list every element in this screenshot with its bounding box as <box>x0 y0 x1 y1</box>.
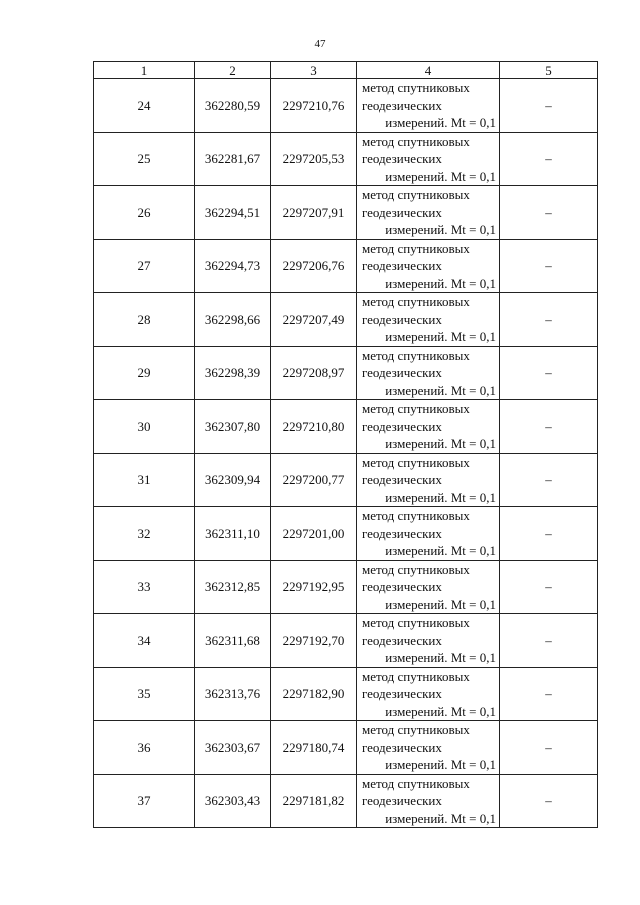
method-line-1: метод спутниковых <box>362 561 470 577</box>
method-cell <box>357 346 500 400</box>
method-line-1: метод спутниковых <box>362 401 470 416</box>
method-line-3: измерений. Mt = 0,1 <box>385 810 496 826</box>
header-col-3: 3 <box>271 62 357 79</box>
method-line-2: геодезических <box>362 258 442 273</box>
table-row <box>94 721 598 775</box>
method-line-3: измерений. Mt = 0,1 <box>385 489 496 505</box>
coord-y: 2297210,80 <box>271 400 357 454</box>
method-line-1: метод спутниковых <box>362 508 470 523</box>
method-line-3: измерений. Mt = 0,1 <box>385 382 496 398</box>
method-line-3: измерений. Mt = 0,1 <box>385 168 496 184</box>
point-number: 34 <box>94 614 195 668</box>
method-line-3: измерений. Mt = 0,1 <box>385 650 496 665</box>
point-number: 31 <box>94 453 195 507</box>
method-line-3: измерений. Mt = 0,1 <box>385 222 496 237</box>
point-number: 24 <box>94 79 195 133</box>
table-row <box>94 186 598 240</box>
coord-x: 362311,10 <box>195 507 271 561</box>
method-line-1: метод спутниковых <box>362 668 470 684</box>
method-line-2: геодезических <box>362 739 442 755</box>
note-cell: – <box>500 614 598 668</box>
table-header <box>94 62 598 79</box>
page-number: 47 <box>314 38 326 50</box>
method-line-2: геодезических <box>362 472 442 487</box>
coord-x: 362281,67 <box>195 132 271 186</box>
method-line-1: метод спутниковых <box>362 615 470 630</box>
header-col-5: 5 <box>500 62 598 79</box>
method-line-2: геодезических <box>362 579 442 594</box>
method-line-2: геодезических <box>362 311 442 327</box>
method-line-2: геодезических <box>362 793 442 808</box>
coord-y: 2297205,53 <box>271 132 357 186</box>
method-line-1: метод спутниковых <box>362 347 470 363</box>
table-row <box>94 774 598 828</box>
coord-x: 362294,51 <box>195 186 271 240</box>
method-line-3: измерений. Mt = 0,1 <box>385 703 496 719</box>
table-row <box>94 453 598 507</box>
coord-x: 362311,68 <box>195 614 271 668</box>
point-number: 37 <box>94 774 195 828</box>
note-cell: – <box>500 400 598 454</box>
table-row <box>94 239 598 293</box>
coord-y: 2297206,76 <box>271 239 357 293</box>
coord-x: 362303,43 <box>195 774 271 828</box>
table-row <box>94 346 598 400</box>
note-cell: – <box>500 507 598 561</box>
method-line-3: измерений. Mt = 0,1 <box>385 436 496 451</box>
method-line-3: измерений. Mt = 0,1 <box>385 115 496 130</box>
coord-x: 362303,67 <box>195 721 271 775</box>
method-line-3: измерений. Mt = 0,1 <box>385 543 496 558</box>
point-number: 25 <box>94 132 195 186</box>
point-number: 26 <box>94 186 195 240</box>
method-line-3: измерений. Mt = 0,1 <box>385 275 496 291</box>
point-number: 27 <box>94 239 195 293</box>
method-cell <box>357 721 500 775</box>
method-cell <box>357 239 500 293</box>
note-cell: – <box>500 667 598 721</box>
note-cell: – <box>500 346 598 400</box>
table-row <box>94 400 598 454</box>
coord-x: 362294,73 <box>195 239 271 293</box>
table-row <box>94 507 598 561</box>
coord-x: 362280,59 <box>195 79 271 133</box>
coord-y: 2297181,82 <box>271 774 357 828</box>
header-col-2: 2 <box>195 62 271 79</box>
coord-x: 362307,80 <box>195 400 271 454</box>
method-line-1: метод спутниковых <box>362 240 470 256</box>
coord-x: 362313,76 <box>195 667 271 721</box>
method-cell <box>357 560 500 614</box>
method-line-2: геодезических <box>362 525 442 541</box>
method-line-3: измерений. Mt = 0,1 <box>385 757 496 772</box>
method-line-1: метод спутниковых <box>362 133 470 149</box>
coordinates-table <box>93 61 598 828</box>
header-row <box>94 62 598 79</box>
coord-y: 2297180,74 <box>271 721 357 775</box>
method-cell <box>357 614 500 668</box>
header-col-4: 4 <box>357 62 500 79</box>
note-cell: – <box>500 79 598 133</box>
note-cell: – <box>500 721 598 775</box>
method-line-2: геодезических <box>362 686 442 701</box>
method-line-1: метод спутниковых <box>362 454 470 470</box>
method-line-2: геодезических <box>362 204 442 220</box>
method-cell <box>357 186 500 240</box>
header-col-1: 1 <box>94 62 195 79</box>
table-row <box>94 667 598 721</box>
method-cell <box>357 667 500 721</box>
note-cell: – <box>500 293 598 347</box>
coord-y: 2297201,00 <box>271 507 357 561</box>
point-number: 32 <box>94 507 195 561</box>
method-line-1: метод спутниковых <box>362 294 470 309</box>
coord-x: 362312,85 <box>195 560 271 614</box>
point-number: 33 <box>94 560 195 614</box>
note-cell: – <box>500 774 598 828</box>
method-line-1: метод спутниковых <box>362 80 470 95</box>
note-cell: – <box>500 453 598 507</box>
method-cell <box>357 774 500 828</box>
method-line-3: измерений. Mt = 0,1 <box>385 329 496 344</box>
method-line-1: метод спутниковых <box>362 722 470 737</box>
method-cell <box>357 293 500 347</box>
note-cell: – <box>500 239 598 293</box>
table-row <box>94 79 598 133</box>
point-number: 30 <box>94 400 195 454</box>
table-row <box>94 560 598 614</box>
method-cell <box>357 507 500 561</box>
coord-y: 2297207,49 <box>271 293 357 347</box>
table-body <box>94 79 598 828</box>
note-cell: – <box>500 186 598 240</box>
coord-y: 2297192,70 <box>271 614 357 668</box>
coord-x: 362298,66 <box>195 293 271 347</box>
method-cell <box>357 400 500 454</box>
table-row <box>94 132 598 186</box>
point-number: 35 <box>94 667 195 721</box>
point-number: 29 <box>94 346 195 400</box>
coord-y: 2297210,76 <box>271 79 357 133</box>
method-cell <box>357 453 500 507</box>
coord-x: 362298,39 <box>195 346 271 400</box>
coord-x: 362309,94 <box>195 453 271 507</box>
method-line-3: измерений. Mt = 0,1 <box>385 596 496 612</box>
point-number: 36 <box>94 721 195 775</box>
method-line-2: геодезических <box>362 97 442 113</box>
method-line-2: геодезических <box>362 418 442 434</box>
table-row <box>94 614 598 668</box>
coord-y: 2297200,77 <box>271 453 357 507</box>
note-cell: – <box>500 560 598 614</box>
table-row <box>94 293 598 347</box>
method-line-2: геодезических <box>362 151 442 166</box>
method-line-1: метод спутниковых <box>362 775 470 791</box>
point-number: 28 <box>94 293 195 347</box>
method-line-2: геодезических <box>362 632 442 648</box>
note-cell: – <box>500 132 598 186</box>
coord-y: 2297182,90 <box>271 667 357 721</box>
method-line-1: метод спутниковых <box>362 187 470 202</box>
coord-y: 2297208,97 <box>271 346 357 400</box>
coord-y: 2297192,95 <box>271 560 357 614</box>
coord-y: 2297207,91 <box>271 186 357 240</box>
method-cell <box>357 79 500 133</box>
method-cell <box>357 132 500 186</box>
method-line-2: геодезических <box>362 365 442 380</box>
